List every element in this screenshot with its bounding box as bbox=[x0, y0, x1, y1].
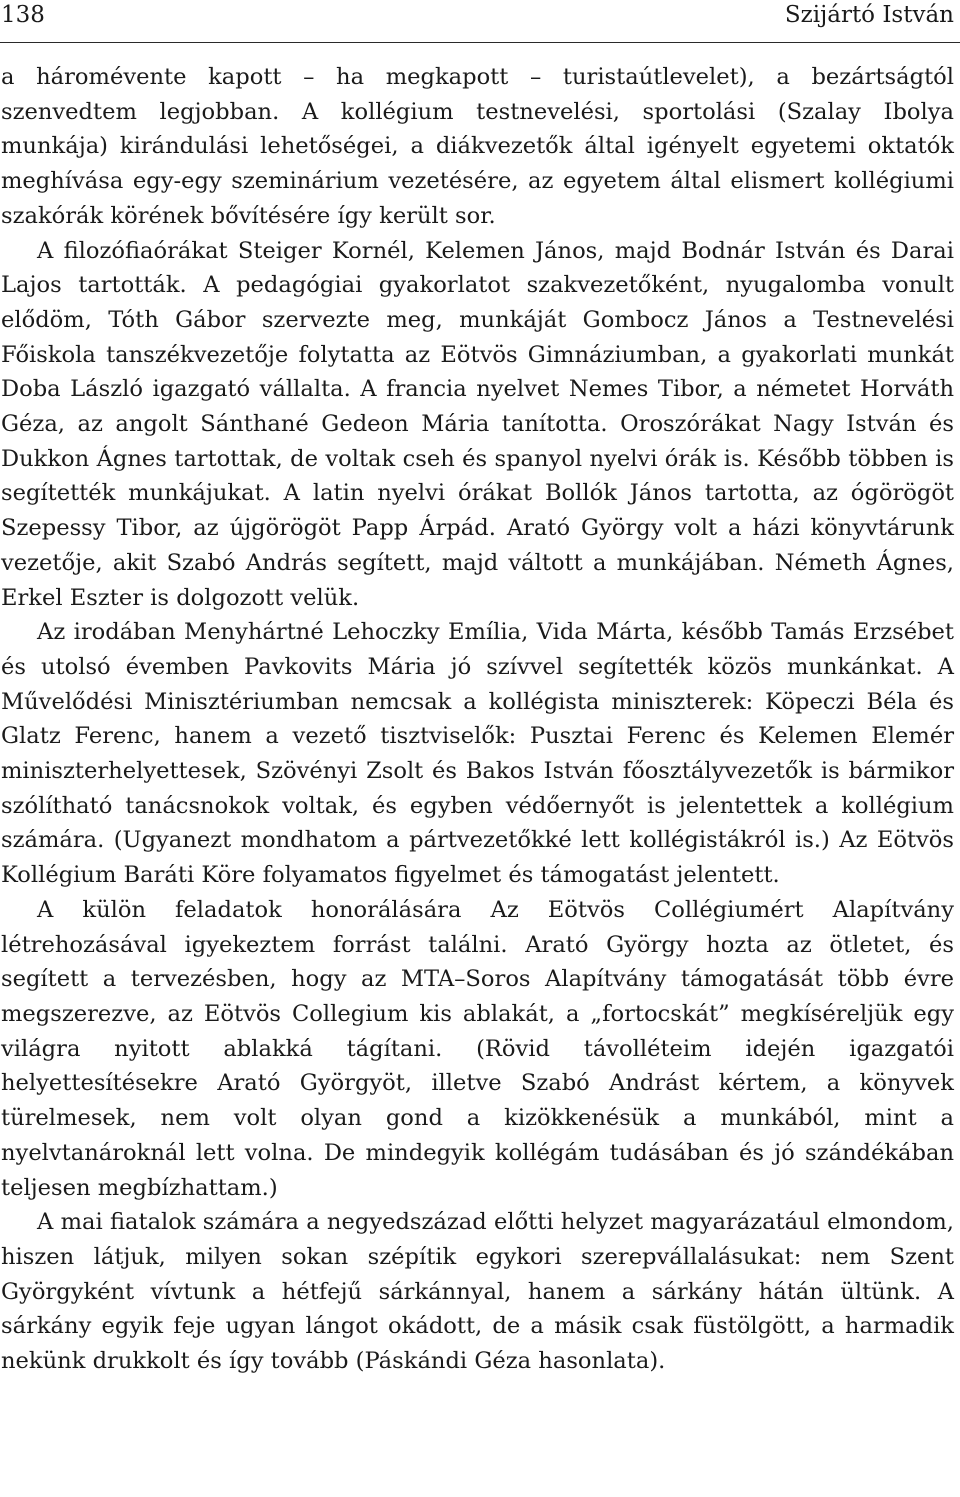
running-head-author: Szijártó István bbox=[784, 2, 954, 28]
paragraph-2: A filozófiaórákat Steiger Kornél, Kelemen János, majd Bodnár István és Darai Lajos tartották. A pedagógiai gyakorlatot szakvezetőként, nyugalomba vonult elődöm, Tóth Gábor szervezte meg, munkáját Gombocz János a Testnevelési Főiskola tanszékvezetője folytatta az Eötvös Gimnáziumban, a gyakorlati munkát Doba László igazgató vállalta. A francia nyelvet Nemes Tibor, a németet Horváth Géza, az angolt Sánthané Gedeon Mária tanította. Oroszórákat Nagy István és Dukkon Ágnes tartottak, de voltak cseh és spanyol nyelvi órák is. Később többen is segítették munkájukat. A latin nyelvi órákat Bollók János tartotta, az ógörögöt Szepessy Tibor, az újgörögöt Papp Árpád. Arató György volt a házi könyvtárunk vezetője, akit Szabó András segített, majd váltott a munkájában. Németh Ágnes, Erkel Eszter is dolgozott velük. bbox=[1, 237, 954, 611]
paragraph-3: Az irodában Menyhártné Lehoczky Emília, Vida Márta, később Tamás Erzsébet és utolsó évemben Pavkovits Mária jó szívvel segítették közös munkánkat. A Művelődési Minisztériumban nemcsak a kollégista miniszterek: Köpeczi Béla és Glatz Ferenc, hanem a vezető tisztviselők: Pusztai Ferenc és Kelemen Elemér miniszterhelyettesek, Szövényi Zsolt és Bakos István főosztályvezetők is bármikor szólítható tanácsnokok voltak, és egyben védőernyőt is jelentettek a kollégium számára. (Ugyanezt mondhatom a pártvezetőkké lett kollégistákról is.) Az Eötvös Kollégium Baráti Köre folyamatos figyelmet és támogatást jelentett. bbox=[1, 619, 954, 889]
body-text bbox=[1, 60, 954, 1379]
page-number: 138 bbox=[1, 2, 45, 28]
paragraph-4: A külön feladatok honorálására Az Eötvös Collégiumért Alapítvány létrehozásával igyekeztem forrást találni. Arató György hozta az ötletet, és segített a tervezésben, hogy az MTA–Soros Alapítvány támogatását több évre megszerezve, az Eötvös Collegium kis ablakát, a „fortocskát” megkíséreljük egy világra nyitott ablakká tágítani. (Rövid távolléteim idején igazgatói helyettesítésekre Arató Györgyöt, illetve Szabó Andrást kértem, a könyvek türelmesek, nem volt olyan gond a kizökkenésük a munkából, mint a nyelvtanároknál lett volna. De mindegyik kollégám tudásában és jó szándékában teljesen megbízhattam.) bbox=[1, 896, 954, 1201]
header-rule bbox=[0, 42, 960, 43]
paragraph-1: a háromévente kapott – ha megkapott – turistaútlevelet), a bezártságtól szenvedtem legjobban. A kollégium testnevelési, sportolási (Szalay Ibolya munkája) kirándulási lehetőségei, a diákvezetők által igényelt egyetemi oktatók meghívása egy-egy szeminárium vezetésére, az egyetem által elismert kollégiumi szakórák körének bővítésére így került sor. bbox=[1, 64, 954, 229]
running-head bbox=[1, 0, 954, 30]
paragraph-5: A mai fiatalok számára a negyedszázad előtti helyzet magyarázatául elmondom, hiszen látjuk, milyen sokan szépítik egykori szerepvállalásukat: nem Szent Györgyként vívtunk a hétfejű sárkánnyal, hanem a sárkány hátán ültünk. A sárkány egyik feje ugyan lángot okádott, de a másik csak füstölgött, a harmadik nekünk drukkolt és így tovább (Páskándi Géza hasonlata). bbox=[1, 1209, 954, 1375]
